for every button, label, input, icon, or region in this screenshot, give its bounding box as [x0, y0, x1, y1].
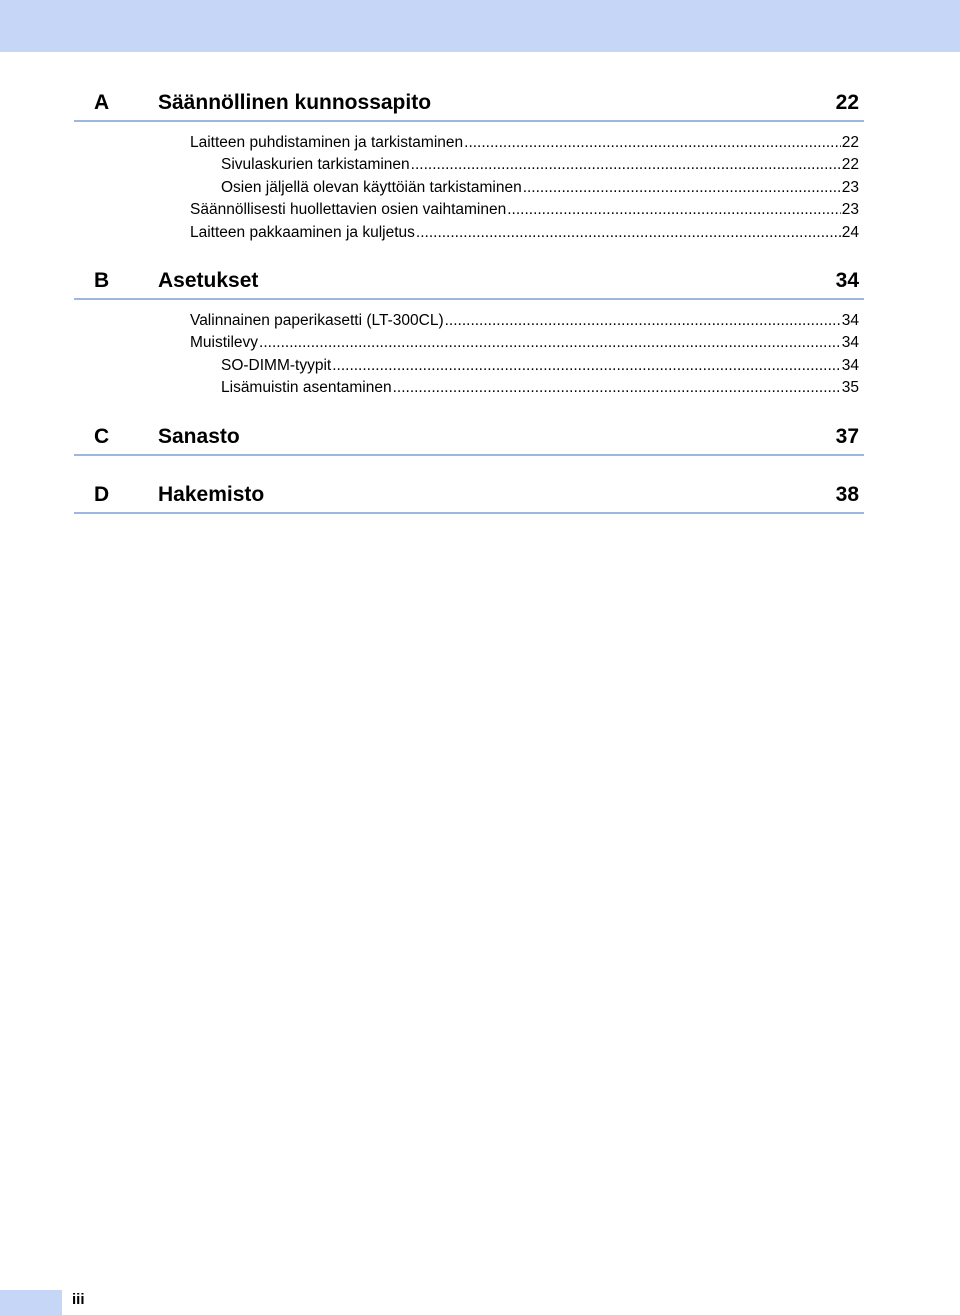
- section-page-number: 38: [835, 483, 859, 506]
- dot-leader: [332, 355, 841, 377]
- dot-leader: [445, 310, 841, 332]
- section-letter: B: [94, 269, 110, 292]
- toc-entry-title: Lisämuistin asentaminen: [221, 379, 392, 397]
- toc-entry-title: Laitteen pakkaaminen ja kuljetus: [190, 223, 415, 241]
- toc-entry[interactable]: [190, 310, 864, 332]
- toc-entry[interactable]: [221, 355, 864, 377]
- section-title: Asetukset: [158, 269, 259, 292]
- dot-leader: [416, 222, 841, 244]
- toc-entry-title: SO-DIMM-tyypit: [221, 356, 332, 374]
- toc-entry[interactable]: [190, 132, 864, 154]
- toc-entry[interactable]: [190, 222, 864, 244]
- toc-entry-title: Muistilevy: [190, 334, 259, 352]
- toc-entry-list: [74, 132, 864, 244]
- section-heading[interactable]: [74, 264, 864, 300]
- section-page-number: 37: [835, 425, 859, 448]
- toc-entry[interactable]: [190, 199, 864, 221]
- section-heading[interactable]: [74, 478, 864, 514]
- toc-section-a: [74, 86, 864, 244]
- toc-entry-title: Osien jäljellä olevan käyttöiän tarkistaminen: [221, 178, 522, 196]
- toc-section-b: [74, 264, 864, 400]
- section-title: Säännöllinen kunnossapito: [158, 91, 432, 114]
- toc-entry-page: 35: [841, 379, 859, 397]
- toc-entry-title: Valinnainen paperikasetti (LT-300CL): [190, 312, 444, 329]
- toc-entry-page: 24: [841, 223, 859, 241]
- toc-entry[interactable]: [221, 377, 864, 399]
- toc-entry-page: 22: [841, 134, 859, 151]
- toc-section-d: [74, 478, 864, 514]
- toc-entry-page: 34: [841, 356, 859, 374]
- toc-entry-page: 23: [841, 201, 859, 219]
- toc-entry-page: 22: [841, 156, 859, 174]
- dot-leader: [259, 332, 841, 354]
- dot-leader: [507, 199, 841, 221]
- toc-entry-title: Sivulaskurien tarkistaminen: [221, 156, 410, 174]
- dot-leader: [523, 177, 841, 199]
- page-number: iii: [72, 1291, 85, 1308]
- section-title: Sanasto: [158, 425, 240, 448]
- dot-leader: [464, 132, 841, 154]
- section-page-number: 34: [835, 269, 859, 292]
- dot-leader: [393, 377, 841, 399]
- section-heading[interactable]: [74, 420, 864, 456]
- header-band: [0, 0, 960, 52]
- toc-entry-title: Laitteen puhdistaminen ja tarkistaminen: [190, 134, 464, 151]
- section-letter: C: [94, 425, 110, 448]
- dot-leader: [411, 154, 841, 176]
- toc-entry[interactable]: [221, 177, 864, 199]
- toc-section-c: [74, 420, 864, 456]
- toc-entry-page: 34: [841, 312, 859, 329]
- toc-entry-page: 23: [841, 178, 859, 196]
- toc-entry-title: Säännöllisesti huollettavien osien vaihtaminen: [190, 201, 507, 219]
- footer-tab: [0, 1290, 62, 1315]
- section-heading[interactable]: [74, 86, 864, 122]
- section-page-number: 22: [835, 91, 859, 114]
- section-letter: A: [94, 91, 110, 114]
- toc-entry[interactable]: [221, 154, 864, 176]
- toc-entry-page: 34: [841, 334, 859, 352]
- toc-entry-list: [74, 310, 864, 400]
- toc-entry[interactable]: [190, 332, 864, 354]
- section-letter: D: [94, 483, 110, 506]
- section-title: Hakemisto: [158, 483, 265, 506]
